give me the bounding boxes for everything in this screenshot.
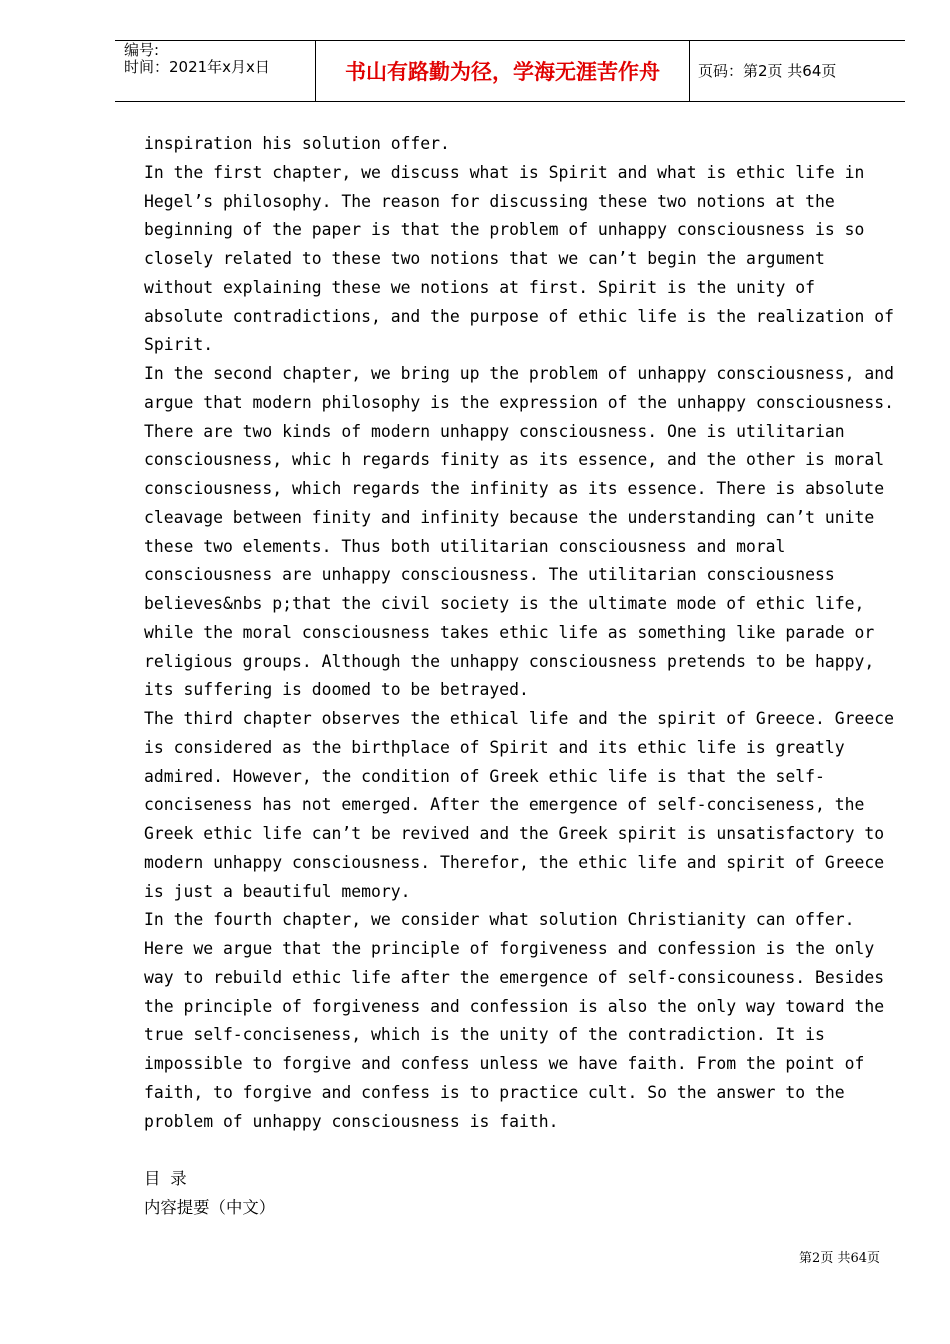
body-line: faith, to forgive and confess is to practice cult. So the answer to the	[144, 1082, 845, 1102]
body-line: argue that modern philosophy is the expression of the unhappy consciousness.	[144, 392, 894, 412]
page-footer: 第2页 共64页	[799, 1251, 880, 1266]
body-line: religious groups. Although the unhappy consciousness pretends to be happy,	[144, 651, 875, 671]
body-line: way to rebuild ethic life after the emergence of self-consicouness. Besides	[144, 967, 885, 987]
header-page-cell	[690, 41, 905, 101]
body-line: absolute contradictions, and the purpose of ethic life is the realization of	[144, 306, 894, 326]
document-body	[144, 130, 894, 1223]
page-header	[115, 40, 905, 102]
body-line: Here we argue that the principle of forgiveness and confession is the only	[144, 939, 875, 958]
toc-item: 内容提要（中文）	[144, 1197, 276, 1217]
body-line: consciousness are unhappy consciousness. The utilitarian consciousness	[144, 565, 835, 585]
body-line: Greek ethic life can’t be revived and the Greek spirit is unsatisfactory to	[144, 824, 885, 843]
body-line: There are two kinds of modern unhappy consciousness. One is utilitarian	[144, 421, 845, 441]
body-line: inspiration his solution offer.	[144, 134, 450, 153]
body-line: closely related to these two notions that we can’t begin the argument	[144, 249, 825, 268]
paragraph-spacer	[144, 1136, 884, 1165]
body-line: The third chapter observes the ethical life and the spirit of Greece. Greece	[144, 709, 894, 728]
body-line: problem of unhappy consciousness is faith.	[144, 1111, 559, 1131]
body-line: consciousness, whic h regards finity as its essence, and the other is moral	[144, 450, 885, 470]
body-line: Hegel’s philosophy. The reason for discussing these two notions at the	[144, 191, 835, 211]
header-meta-cell	[115, 41, 316, 101]
body-line: Spirit.	[144, 335, 214, 355]
body-line: the principle of forgiveness and confession is also the only way toward the	[144, 996, 885, 1016]
body-line: cleavage between finity and infinity because the understanding can’t unite	[144, 507, 875, 527]
slogan: 书山有路勤为径，学海无涯苦作舟	[345, 60, 660, 84]
page-info: 页码：第2页 共64页	[698, 62, 837, 80]
body-line: true self-conciseness, which is the unity of the contradiction. It is	[144, 1025, 825, 1045]
toc-heading: 目 录	[144, 1169, 187, 1188]
body-line: without explaining these we notions at first. Spirit is the unity of	[144, 277, 816, 297]
body-line: is considered as the birthplace of Spirit and its ethic life is greatly	[144, 737, 845, 757]
body-line: In the second chapter, we bring up the problem of unhappy consciousness, and	[144, 364, 894, 383]
body-line: believes&nbs p;that the civil society is the ultimate mode of ethic life,	[144, 594, 865, 613]
body-line: admired. However, the condition of Greek ethic life is that the self-	[144, 766, 825, 786]
body-line: In the first chapter, we discuss what is Spirit and what is ethic life in	[144, 162, 865, 182]
body-line: its suffering is doomed to be betrayed.	[144, 680, 529, 700]
body-line: consciousness, which regards the infinity as its essence. There is absolute	[144, 479, 885, 498]
serial-number-label: 编号:	[124, 41, 160, 59]
body-line: modern unhappy consciousness. Therefor, the ethic life and spirit of Greece	[144, 852, 885, 872]
body-line: In the fourth chapter, we consider what solution Christianity can offer.	[144, 910, 855, 930]
body-line: these two elements. Thus both utilitarian consciousness and moral	[144, 536, 786, 556]
body-line: is just a beautiful memory.	[144, 881, 411, 901]
body-line: impossible to forgive and confess unless we have faith. From the point of	[144, 1054, 865, 1073]
date-label: 时间：2021年x月x日	[124, 58, 270, 76]
body-line: conciseness has not emerged. After the emergence of self-conciseness, the	[144, 795, 865, 815]
header-slogan-cell	[316, 41, 690, 101]
body-line: beginning of the paper is that the problem of unhappy consciousness is so	[144, 220, 865, 240]
body-line: while the moral consciousness takes ethic life as something like parade or	[144, 622, 875, 642]
